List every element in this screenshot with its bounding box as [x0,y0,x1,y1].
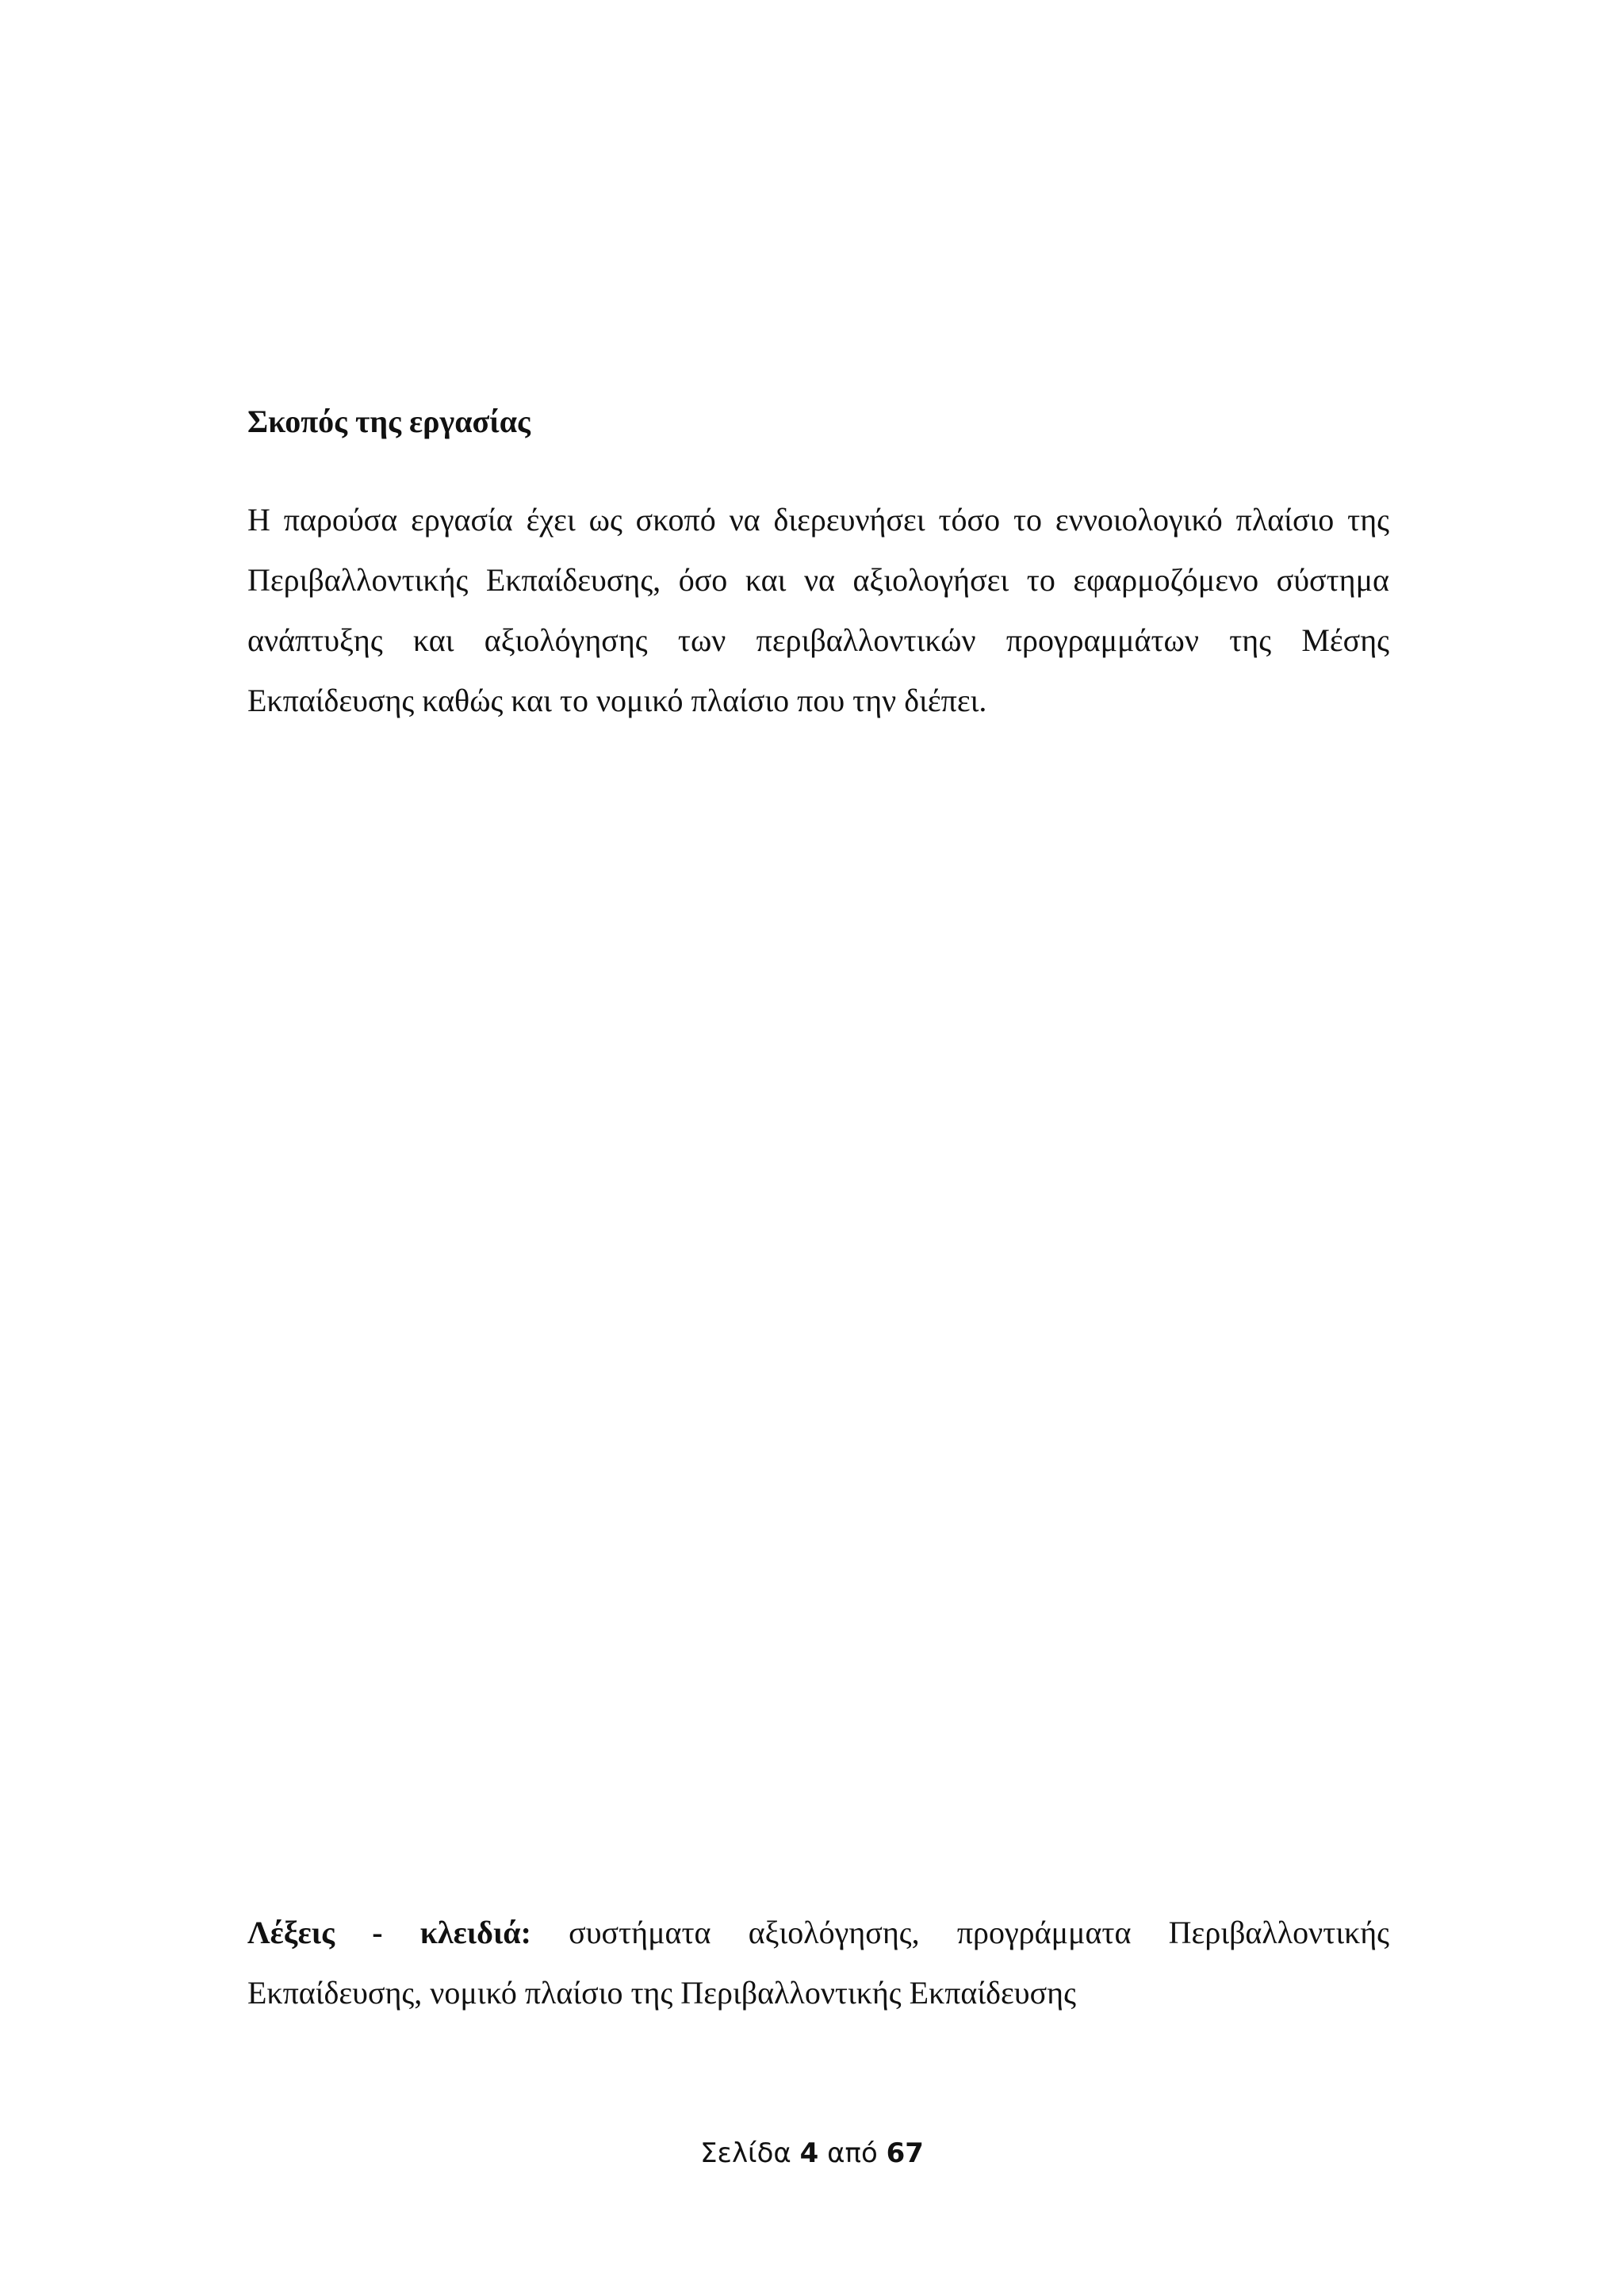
keywords-line: Εκπαίδευσης, νομικό πλαίσιο της Περιβαλλοντικής Εκπαίδευσης [247,1975,1076,2011]
keywords-line [247,1903,1389,1963]
paragraph-line: Εκπαίδευσης καθώς και το νομικό πλαίσιο που την διέπει. [247,683,987,718]
footer-prefix: Σελίδα [700,2137,791,2169]
paragraph-line: Περιβαλλοντικής Εκπαίδευσης, όσο και να αξιολογήσει το εφαρμοζόμενο σύστημα [247,562,1389,598]
footer-total-pages: 67 [886,2137,924,2169]
keywords-text: συστήματα αξιολόγησης, προγράμματα Περιβαλλοντικής [569,1915,1390,1950]
keywords-paragraph [247,1903,1389,2023]
paragraph-line: Η παρούσα εργασία έχει ως σκοπό να διερευνήσει τόσο το εννοιολογικό πλαίσιο της [247,502,1389,538]
page-footer [0,2134,1624,2172]
aim-paragraph [247,490,1389,731]
footer-separator: από [827,2137,878,2169]
paragraph-line: ανάπτυξης και αξιολόγησης των περιβαλλοντικών προγραμμάτων της Μέσης [247,622,1389,658]
footer-current-page: 4 [799,2137,819,2169]
section-heading: Σκοπός της εργασίας [247,404,530,439]
keywords-label: Λέξεις - κλειδιά: [247,1915,531,1950]
